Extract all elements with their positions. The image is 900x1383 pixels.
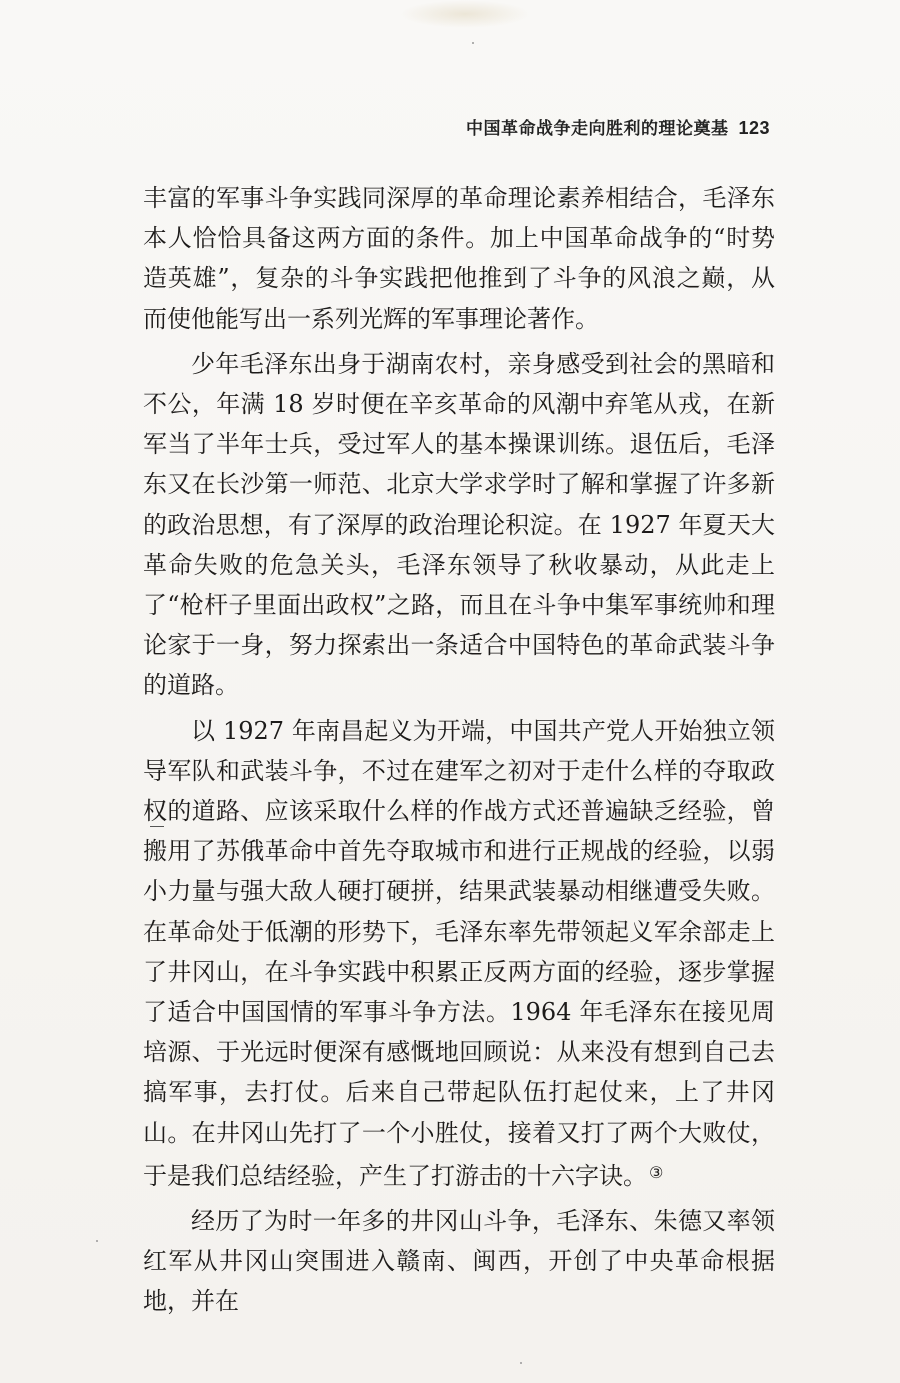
footnote-marker[interactable]: ③: [649, 1162, 664, 1182]
scan-smudge: [400, 0, 530, 28]
paragraph-4: [143, 1201, 775, 1322]
paragraph-text: 以 1927 年南昌起义为开端，中国共产党人开始独立领导军队和武装斗争，不过在建军之初对于走什么样的夺取政权的道路、应该采取什么样的作战方式还普遍缺乏经验，曾搬用了苏俄革命中首先夺取城市和进行正规战的经验，以弱小力量与强大敌人硬打硬拼，结果武装暴动相继遭受失败。在革命处于低潮的形势下，毛泽东率先带领起义军余部走上了井冈山，在斗争实践中积累正反两方面的经验，逐步掌握了适合中国国情的军事斗争方法。1964 年毛泽东在接见周培源、于光远时便深有感慨地回顾说：从来没有想到自己去搞军事，去打仗。后来自己带起队伍打起仗来，上了井冈山。在井冈山先打了一个小胜仗，接着又打了两个大败仗，于是我们总结经验，产生了打游击的十六字诀。: [143, 716, 775, 1190]
page-number: 123: [738, 118, 770, 138]
scan-speck: [472, 42, 474, 44]
paragraph-text: 丰富的军事斗争实践同深厚的革命理论素养相结合，毛泽东本人恰恰具备这两方面的条件。加上中国革命战争的“时势造英雄”，复杂的斗争实践把他推到了斗争的风浪之巅，从而使他能写出一系列光辉的军事理论著作。: [143, 184, 775, 333]
pen-mark: [150, 826, 164, 827]
scan-speck: [520, 1362, 522, 1364]
running-title: 中国革命战争走向胜利的理论奠基: [465, 119, 729, 139]
body-text: [143, 178, 775, 1322]
scan-speck: [96, 1240, 98, 1242]
paragraph-text: 经历了为时一年多的井冈山斗争，毛泽东、朱德又率领红军从井冈山突围进入赣南、闽西，开创了中央革命根据地，并在: [143, 1207, 775, 1316]
running-header: [0, 114, 770, 139]
paragraph-1: [143, 178, 775, 339]
paragraph-text: 少年毛泽东出身于湖南农村，亲身感受到社会的黑暗和不公，年满 18 岁时便在辛亥革命的风潮中弃笔从戎，在新军当了半年士兵，受过军人的基本操课训练。退伍后，毛泽东又在长沙第一师范、北京大学求学时了解和掌握了许多新的政治思想，有了深厚的政治理论积淀。在 1927 年夏天大革命失败的危急关头，毛泽东领导了秋收暴动，从此走上了“枪杆子里面出政权”之路，而且在斗争中集军事统帅和理论家于一身，努力探索出一条适合中国特色的革命武装斗争的道路。: [143, 349, 775, 700]
paragraph-3: [143, 711, 775, 1196]
paragraph-2: [143, 344, 775, 706]
